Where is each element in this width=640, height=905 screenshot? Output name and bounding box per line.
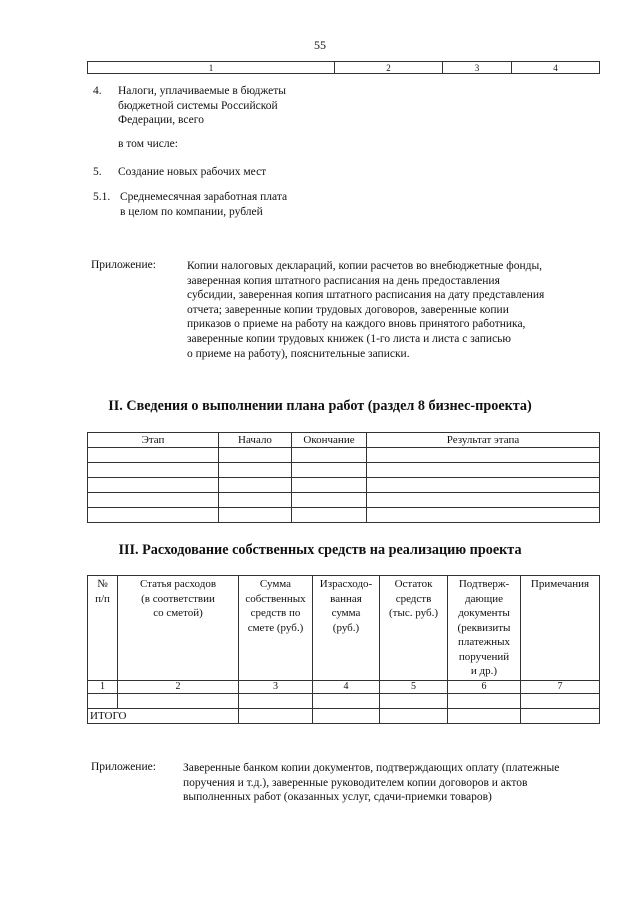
- header-cell: Начало: [219, 433, 292, 448]
- header-cell: Окончание: [292, 433, 367, 448]
- table-row: [88, 463, 600, 478]
- expenses-table: [87, 575, 600, 724]
- appendix-text: Копии налоговых деклараций, копии расчетов во внебюджетные фонды, заверенная копия штатного расписания на день предоставления субсидии, заверенная копия штатного расписания на дату представления отчета; заверенные копии трудовых договоров, заверенные копии приказов о приеме на работу на каждого вновь принятого работника, заверенные копии трудовых книжек (1-го листа и листа с записью о приеме на работу), пояснительные записки.: [187, 260, 545, 360]
- appendix-text: Заверенные банком копии документов, подтверждающих оплату (платежные поручения и т.д.), заверенные руководителем копии договоров и актов выполненных работ (оказанных услуг, сдачи-приемки товаров): [183, 762, 560, 804]
- section-3-title: III. Расходование собственных средств на реализацию проекта: [118, 542, 522, 558]
- table-row: [88, 478, 600, 493]
- header-cell: Израсходо- ванная сумма (руб.): [313, 576, 380, 681]
- work-plan-table: [87, 432, 600, 523]
- item-text: Налоги, уплачиваемые в бюджеты бюджетной системы Российской Федерации, всего: [118, 85, 286, 127]
- page-number: 55: [314, 38, 326, 52]
- appendix-label: Приложение:: [91, 761, 156, 773]
- header-cell: Подтверж- дающие документы (реквизиты платежных поручений и др.): [448, 576, 521, 681]
- table-header-row: [88, 433, 600, 448]
- table-header-row: [88, 576, 600, 681]
- header-cell: № п/п: [88, 576, 118, 681]
- item-text: Среднемесячная заработная плата в целом по компании, рублей: [120, 191, 288, 218]
- header-cell: Остаток средств (тыс. руб.): [380, 576, 448, 681]
- col-number-cell: 4: [512, 62, 600, 74]
- col-number-cell: 5: [380, 681, 448, 694]
- col-number-cell: 6: [448, 681, 521, 694]
- total-row: [88, 709, 600, 724]
- table-row: [88, 448, 600, 463]
- item-number: 5.1.: [93, 191, 111, 203]
- header-cell: Этап: [88, 433, 219, 448]
- col-number-cell: 3: [443, 62, 512, 74]
- col-number-cell: 2: [335, 62, 443, 74]
- appendix-label: Приложение:: [91, 259, 156, 271]
- header-cell: Результат этапа: [367, 433, 600, 448]
- section-2-title: II. Сведения о выполнении плана работ (раздел 8 бизнес-проекта): [108, 398, 532, 414]
- item-number: 4.: [93, 85, 102, 97]
- table-row: [88, 694, 600, 709]
- col-number-cell: 4: [313, 681, 380, 694]
- item-text: Создание новых рабочих мест: [118, 166, 267, 178]
- item-subtext: в том числе:: [118, 138, 178, 150]
- total-label: ИТОГО: [88, 709, 239, 724]
- table-row: [88, 493, 600, 508]
- col-number-cell: 2: [118, 681, 239, 694]
- header-cell: Примечания: [521, 576, 600, 681]
- header-cell: Сумма собственных средств по смете (руб.): [239, 576, 313, 681]
- column-number-row: [88, 681, 600, 694]
- table-row: [88, 508, 600, 523]
- col-number-cell: 3: [239, 681, 313, 694]
- header-cell: Статья расходов (в соответствии со сметой): [118, 576, 239, 681]
- item-number: 5.: [93, 166, 102, 178]
- col-number-cell: 7: [521, 681, 600, 694]
- column-number-table: [87, 61, 600, 74]
- col-number-cell: 1: [88, 62, 335, 74]
- col-number-cell: 1: [88, 681, 118, 694]
